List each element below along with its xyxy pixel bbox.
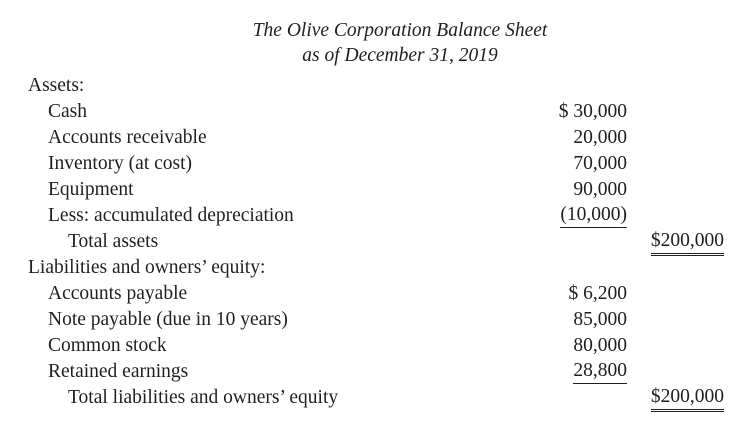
asset-row-cash <box>0 99 751 125</box>
asset-amount: 90,000 <box>573 179 627 200</box>
total-assets-label: Total assets <box>68 231 159 252</box>
asset-label: Inventory (at cost) <box>48 153 193 174</box>
asset-amount: (10,000) <box>560 203 627 228</box>
liabilities-heading-row <box>0 255 751 281</box>
equity-row-common-stock <box>0 333 751 359</box>
liability-label: Common stock <box>48 335 167 356</box>
total-liabilities-amount: $200,000 <box>651 385 724 412</box>
asset-label: Equipment <box>48 179 134 200</box>
liability-amount: 28,800 <box>573 359 627 384</box>
asset-row-inventory <box>0 151 751 177</box>
asset-amount: 70,000 <box>573 153 627 174</box>
equity-row-retained-earnings <box>0 359 751 385</box>
asset-label: Accounts receivable <box>48 127 207 148</box>
document-subtitle: as of December 31, 2019 <box>302 45 498 66</box>
asset-amount: 20,000 <box>573 127 627 148</box>
asset-amount: $ 30,000 <box>558 101 627 122</box>
total-liabilities-label: Total liabilities and owners’ equity <box>68 387 339 408</box>
liabilities-heading: Liabilities and owners’ equity: <box>28 257 266 278</box>
document-title: The Olive Corporation Balance Sheet <box>252 20 548 41</box>
liability-row-accounts-payable <box>0 281 751 307</box>
asset-row-accumulated-depreciation <box>0 203 751 229</box>
liability-amount: 80,000 <box>573 335 627 356</box>
asset-row-accounts-receivable <box>0 125 751 151</box>
liability-amount: $ 6,200 <box>568 283 627 304</box>
liability-label: Retained earnings <box>48 361 189 382</box>
assets-heading: Assets: <box>28 75 85 96</box>
asset-label: Cash <box>48 101 87 122</box>
liability-amount: 85,000 <box>573 309 627 330</box>
liability-row-note-payable <box>0 307 751 333</box>
asset-label: Less: accumulated depreciation <box>48 205 294 226</box>
assets-heading-row <box>0 73 751 99</box>
liability-label: Note payable (due in 10 years) <box>48 309 288 330</box>
total-liabilities-row <box>0 385 751 411</box>
liability-label: Accounts payable <box>48 283 188 304</box>
asset-row-equipment <box>0 177 751 203</box>
total-assets-amount: $200,000 <box>651 229 724 256</box>
total-assets-row <box>0 229 751 255</box>
